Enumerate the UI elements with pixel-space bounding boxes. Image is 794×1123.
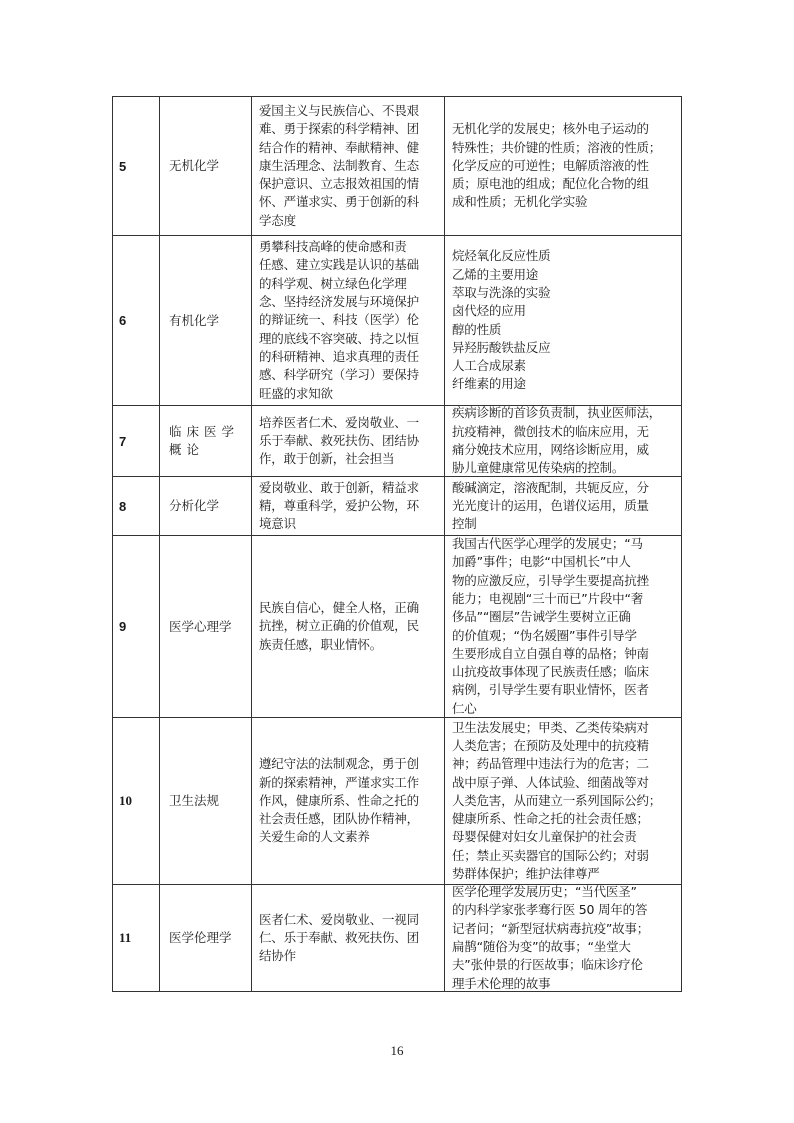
course-name: 卫生法规 xyxy=(159,718,251,884)
row-number: 10 xyxy=(119,793,132,808)
row-number: 7 xyxy=(119,433,127,449)
table-row xyxy=(113,405,681,476)
course-goals: 勇攀科技高峰的使命感和责 任感、建立实践是认识的基础 的科学观、树立绿色化学理 念、坚持经济发展与环境保护 的辩证统一、科技（医学）伦 理的底线不容突破、持之以恒 的科研精神、追求真理的责任 感、科学研究（学习）要保持 旺盛的求知欲 xyxy=(251,236,444,405)
course-content: 医学伦理学发展历史；“当代医圣” 的内科学家张孝骞行医 50 周年的答 记者问；“新型冠状病毒抗疫”故事； 扁鹊“随俗为变”的故事；“坐堂大 夫”张仲景的行医故事；临床诊疗伦 理手术伦理的故事 xyxy=(444,885,681,991)
course-name: 有机化学 xyxy=(159,236,251,405)
table-row xyxy=(113,235,681,405)
course-goals: 爱岗敬业、敢于创新，精益求 精，尊重科学，爱护公物，环 境意识 xyxy=(251,477,444,535)
course-goals: 遵纪守法的法制观念，勇于创 新的探索精神，严谨求实工作 作风，健康所系、性命之托的 社会责任感，团队协作精神， 关爱生命的人文素养 xyxy=(251,718,444,884)
course-name: 分析化学 xyxy=(159,477,251,535)
course-content: 卫生法发展史；甲类、乙类传染病对 人类危害；在预防及处理中的抗疫精 神；药品管理中违法行为的危害；二 战中原子弹、人体试验、细菌战等对 人类危害，从而建立一系列国际公约； 健康所系、性命之托的社会责任感； 母婴保健对妇女儿童保护的社会责 任；禁止买卖器官的国际公约；对弱 势群体保护；维护法律尊严 xyxy=(444,718,681,884)
table-row xyxy=(113,884,681,991)
course-goals: 民族自信心，健全人格，正确 抗挫，树立正确的价值观，民 族责任感，职业情怀。 xyxy=(251,536,444,717)
table-row xyxy=(113,476,681,535)
row-number: 9 xyxy=(119,619,127,634)
course-goals: 爱国主义与民族信心、不畏艰 难、勇于探索的科学精神、团 结合作的精神、奉献精神、健 康生活理念、法制教育、生态 保护意识、立志报效祖国的情 怀、严谨求实、勇于创新的科 学态度 xyxy=(251,97,444,235)
table-row xyxy=(113,717,681,884)
row-number: 8 xyxy=(119,498,127,514)
table-row xyxy=(113,97,681,235)
course-content: 无机化学的发展史；核外电子运动的 特殊性；共价键的性质；溶液的性质； 化学反应的可逆性；电解质溶液的性 质；原电池的组成；配位化合物的组 成和性质；无机化学实验 xyxy=(444,97,681,235)
course-goals: 培养医者仁术、爱岗敬业、一 乐于奉献、救死扶伤、团结协 作，敢于创新，社会担当 xyxy=(251,406,444,476)
course-goals: 医者仁术、爱岗敬业、一视同 仁、乐于奉献、救死扶伤、团 结协作 xyxy=(251,885,444,991)
row-number: 5 xyxy=(119,158,127,174)
course-content: 酸碱滴定，溶液配制，共轭反应，分 光光度计的运用，色谱仪运用，质量 控制 xyxy=(444,477,681,535)
row-number: 11 xyxy=(119,930,132,945)
table-row xyxy=(113,535,681,717)
course-name: 医学伦理学 xyxy=(159,885,251,991)
row-number: 6 xyxy=(119,313,127,328)
course-table xyxy=(112,96,682,992)
course-name: 医学心理学 xyxy=(159,536,251,717)
course-name: 无机化学 xyxy=(159,97,251,235)
course-content: 我国古代医学心理学的发展史；“马 加爵”事件；电影“中国机长”中人 物的应激反应，引导学生要提高抗挫 能力；电视剧“三十而已”片段中“奢 侈品”“圈层”告诫学生要树立正确 的价值观；“伪名媛圈”事件引导学 生要形成自立自强自尊的品格；钟南 山抗疫故事体现了民族责任感；临床 病例，引导学生要有职业情怀，医者 仁心 xyxy=(444,536,681,717)
course-content: 烷烃氧化反应性质 乙烯的主要用途 萃取与洗涤的实验 卤代烃的应用 醇的性质 异羟肟酸铁盐反应 人工合成尿素 纤维素的用途 xyxy=(444,236,681,405)
page-number: 16 xyxy=(390,1043,404,1058)
course-name: 临床医学概论 xyxy=(159,406,251,476)
course-content: 疾病诊断的首诊负责制，执业医师法， 抗疫精神，微创技术的临床应用，无 痛分娩技术应用，网络诊断应用，威 胁儿童健康常见传染病的控制。 xyxy=(444,406,681,476)
